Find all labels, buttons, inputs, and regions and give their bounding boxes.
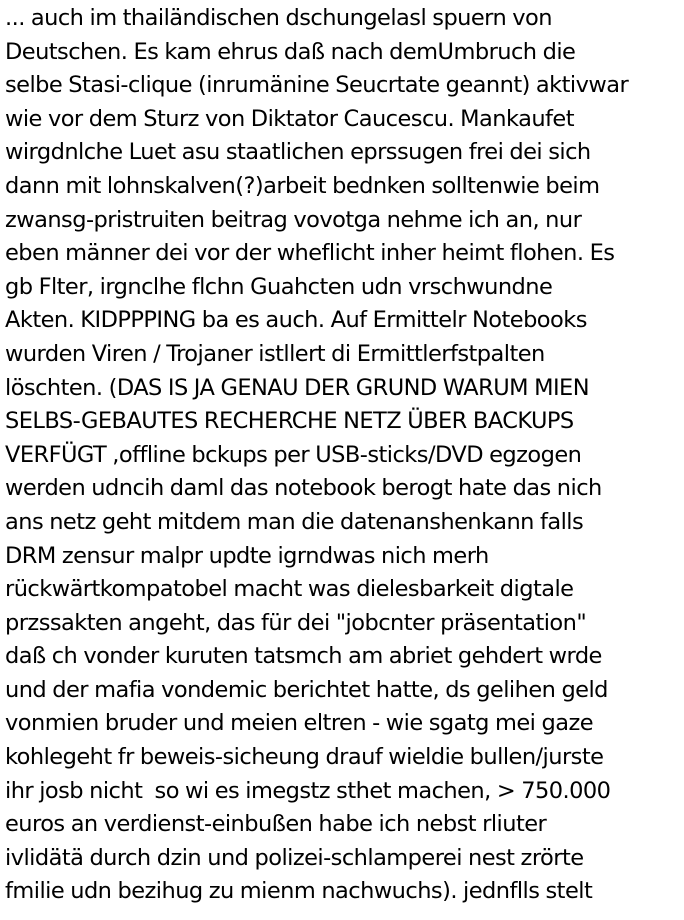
text-line: dann mit lohnskalven(?)arbeit bednken solltenwie beim	[5, 172, 600, 199]
text-line: euros an verdienst-einbußen habe ich nebst rliuter	[5, 811, 547, 838]
text-line: ihr josb nicht so wi es imegstz sthet machen, > 750.000	[5, 777, 611, 804]
text-line: ivlidätä durch dzin und polizei-schlamperei nest zrörte	[5, 844, 584, 871]
text-line: daß ch vonder kuruten tatsmch am abriet gehdert wrde	[5, 643, 602, 670]
text-line: kohlegeht fr beweis-sicheung drauf wieldie bullen/jurste	[5, 744, 604, 771]
text-line: vonmien bruder und meien eltren - wie sgatg mei gaze	[5, 710, 593, 737]
text-line: löschten. (DAS IS JA GENAU DER GRUND WARUM MIEN	[5, 374, 589, 401]
text-line: fmilie udn bezihug zu mienm nachwuchs). jednflls stelt	[5, 878, 593, 905]
text-line: zwansg-pristruiten beitrag vovotga nehme ich an, nur	[5, 206, 582, 233]
text-line: werden udncih daml das notebook berogt hate das nich	[5, 475, 602, 502]
text-line: wie vor dem Sturz von Diktator Caucescu. Mankaufet	[5, 105, 574, 132]
text-line: wurden Viren / Trojaner istllert di Ermittlerfstpalten	[5, 340, 545, 367]
text-line: rückwärtkompatobel macht was dielesbarkeit digtale	[5, 576, 574, 603]
text-line: wirgdnlche Luet asu staatlichen eprssugen frei dei sich	[5, 139, 591, 166]
text-line: Akten. KIDPPPING ba es auch. Auf Ermittelr Notebooks	[5, 307, 587, 334]
text-line: gb Flter, irgnclhe flchn Guahcten udn vrschwundne	[5, 273, 553, 300]
text-line: SELBS-GEBAUTES RECHERCHE NETZ ÜBER BACKUPS	[5, 408, 574, 435]
text-line: und der mafia vondemic berichtet hatte, ds gelihen geld	[5, 676, 608, 703]
document-body	[5, 2, 681, 909]
text-line: eben männer dei vor der wheflicht inher heimt flohen. Es	[5, 240, 615, 267]
text-line: ... auch im thailändischen dschungelasl spuern von	[5, 5, 552, 31]
text-line: przssakten angeht, das für dei "jobcnter präsentation"	[5, 609, 587, 636]
text-line: ans netz geht mitdem man die datenanshenkann falls	[5, 508, 584, 535]
text-line: DRM zensur malpr updte igrndwas nich merh	[5, 542, 489, 569]
text-line: selbe Stasi-clique (inrumänine Seucrtate geannt) aktivwar	[5, 72, 629, 99]
text-line: Deutschen. Es kam ehrus daß nach demUmbruch die	[5, 38, 576, 65]
text-line: VERFÜGT ,offline bckups per USB-sticks/DVD egzogen	[5, 441, 582, 468]
